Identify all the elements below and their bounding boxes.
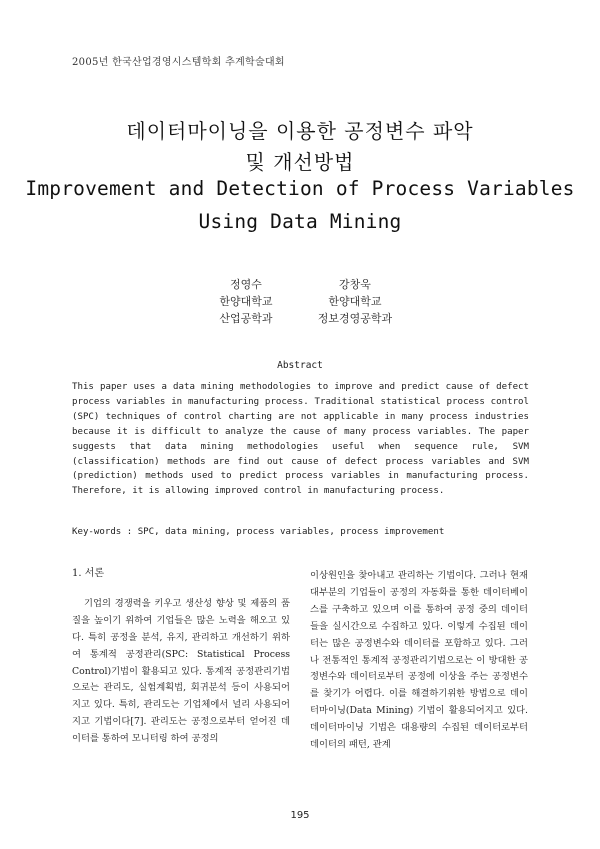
author-name: 강창욱 bbox=[339, 278, 371, 291]
author-affiliation-department: 산업공학과 bbox=[219, 312, 273, 325]
body-column-left bbox=[72, 566, 290, 748]
keywords-line: Key-words : SPC, data mining, process variables, process improvement bbox=[72, 527, 445, 537]
english-title-line-2: Using Data Mining bbox=[198, 210, 402, 233]
korean-title-line-2: 및 개선방법 bbox=[245, 150, 355, 174]
abstract-heading: Abstract bbox=[277, 360, 323, 371]
author-affiliation-department: 정보경영공학과 bbox=[317, 312, 393, 325]
author-block-2 bbox=[275, 276, 435, 327]
author-affiliation-university: 한양대학교 bbox=[219, 295, 273, 308]
author-name: 정영수 bbox=[230, 278, 262, 291]
conference-header: 2005년 한국산업경영시스템학회 추계학술대회 bbox=[72, 57, 285, 68]
body-column-right bbox=[310, 568, 528, 754]
body-paragraph-right: 이상원인을 찾아내고 관리하는 기법이다. 그러나 현재 대부분의 기업들이 공정의 자동화를 통한 데이터베이스를 구축하고 있으며 이를 통하여 공정 중의 데이터들을 실시간으로 수집하고 있다. 이렇게 수집된 데이터는 많은 공정변수와 데이터를 포함하고 있다. 그러나 전통적인 통계적 공정관리기법으로는 이 방대한 공정변수와 데이터로부터 공정에 이상을 주는 공정변수를 찾기가 어렵다. 이를 해결하기위한 방법으로 데이터마이닝(Data Mining) 기법이 활용되어지고 있다. 데이터마이닝 기법은 대용량의 수집된 데이터로부터 데이터의 패턴, 관계 bbox=[310, 570, 528, 751]
korean-title-line-1: 데이터마이닝을 이용한 공정변수 파악 bbox=[126, 119, 474, 143]
body-paragraph-left: 기업의 경쟁력을 키우고 생산성 향상 및 제품의 품질을 높이기 위하여 기업들은 많은 노력을 해오고 있다. 특히 공정을 분석, 유지, 관리하고 개선하기 위하여 통계적 공정관리(SPC: Statistical Process Control)기법이 활용되고 있다. 통계적 공정관리기법으로는 관리도, 실험계획법, 회귀분석 등이 사용되어지고 있다. 특히, 관리도는 기업체에서 널리 사용되어지고 기법이다[7]. 관리도는 공정으로부터 얻어진 데이터를 통하여 모니터링 하여 공정의 bbox=[72, 597, 290, 745]
section-heading-introduction: 1. 서론 bbox=[72, 568, 105, 579]
english-title-line-1: Improvement and Detection of Process Variables bbox=[25, 177, 575, 200]
author-affiliation-university: 한양대학교 bbox=[328, 295, 382, 308]
abstract-body: This paper uses a data mining methodologies to improve and predict cause of defect process variables in manufacturing process. Traditional statistical process control (SPC) techniques of control charting are not applicable in many process industries because it is difficult to analyze the cause of many process variables. The paper suggests that data mining methodologies useful when sequence rule, SVM (classification) methods are find out cause of defect process variables and SVM (prediction) methods used to predict process variables in manufacturing process. Therefore, it is allowing improved control in manufacturing process. bbox=[72, 382, 529, 497]
page-number: 195 bbox=[290, 810, 310, 821]
